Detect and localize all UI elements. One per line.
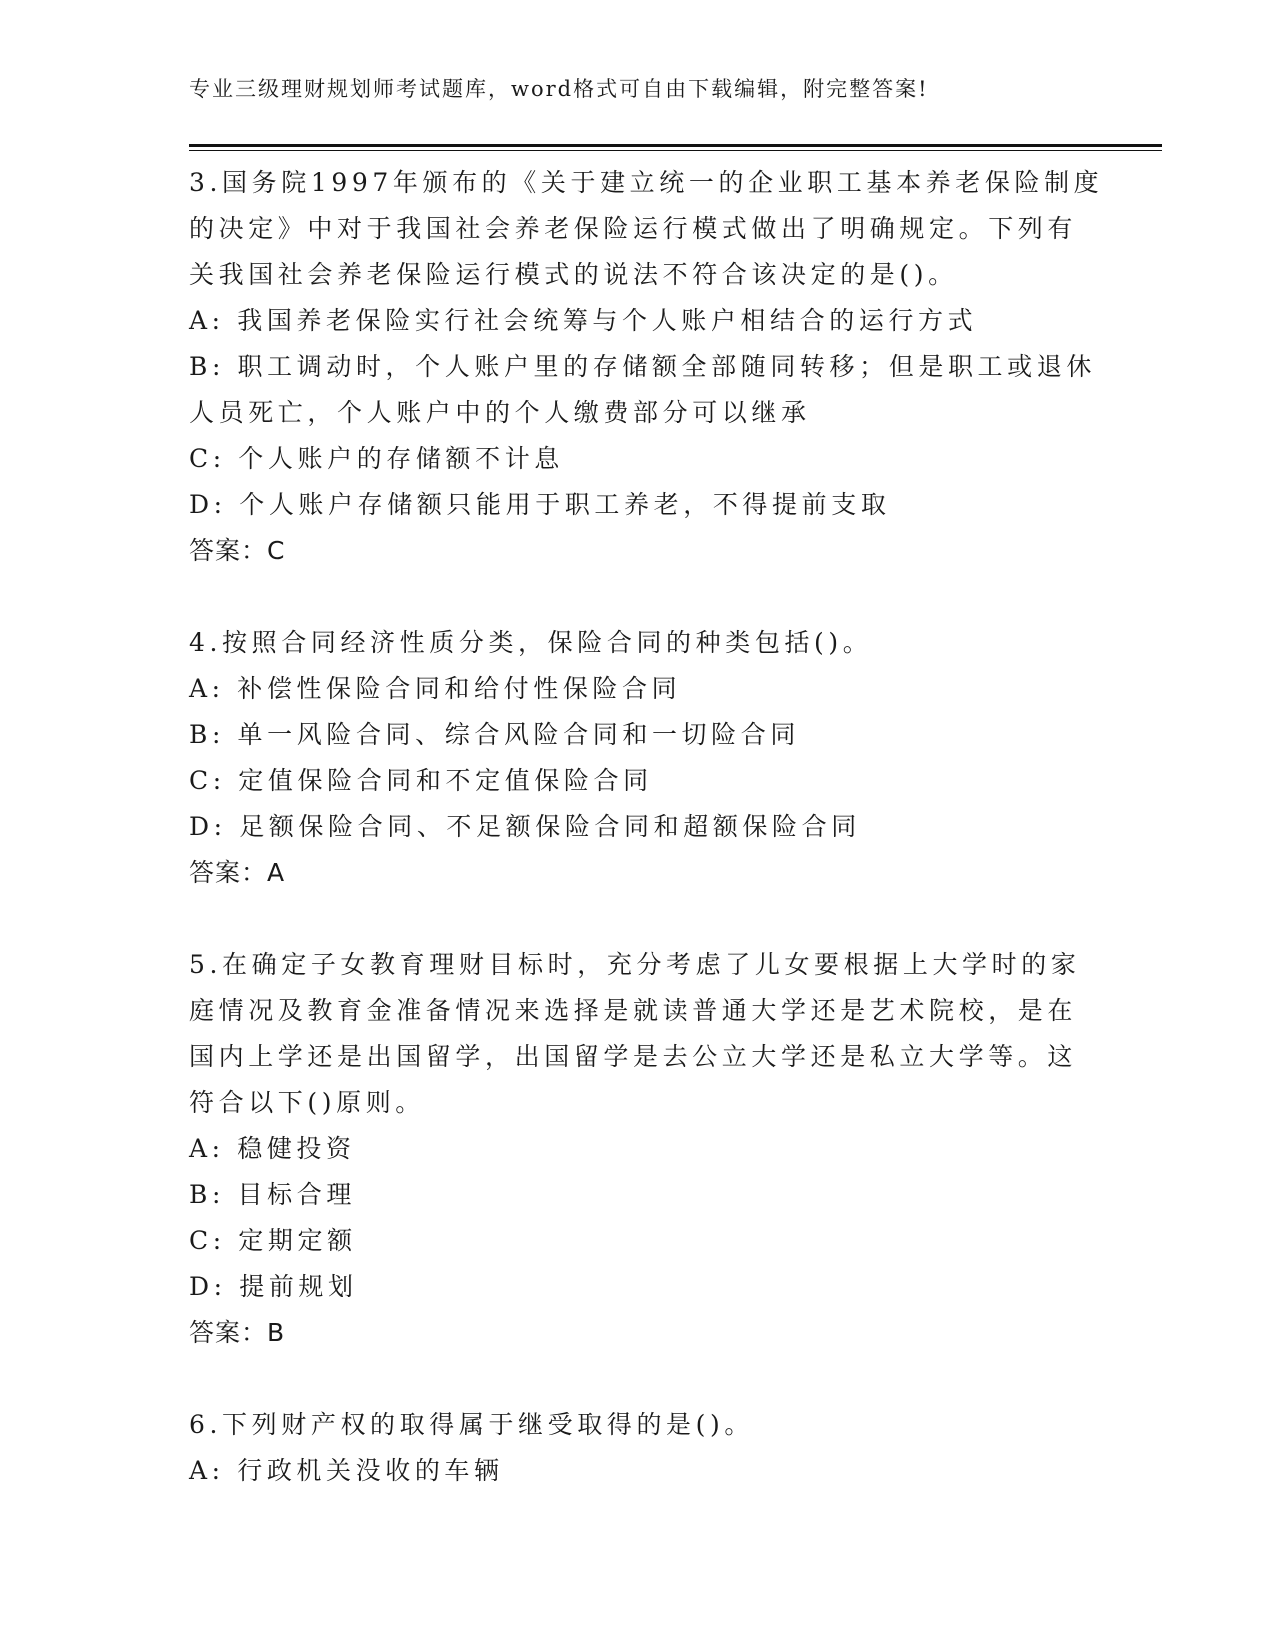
answer-line: 答案：A <box>189 858 286 887</box>
question-stem-line: 国内上学还是出国留学，出国留学是去公立大学还是私立大学等。这 <box>189 1042 1078 1071</box>
option-c: C: 定值保险合同和不定值保险合同 <box>189 766 653 795</box>
question-stem-line: 3.国务院1997年颁布的《关于建立统一的企业职工基本养老保险制度 <box>189 168 1104 197</box>
option-d: D: 提前规划 <box>189 1272 358 1301</box>
option-d: D: 个人账户存储额只能用于职工养老，不得提前支取 <box>189 490 891 519</box>
answer-line: 答案：B <box>189 1318 286 1347</box>
option-a: A: 稳健投资 <box>189 1134 356 1163</box>
question-5 <box>189 942 1089 1356</box>
header-rule-thin <box>189 150 1162 151</box>
option-b: B: 单一风险合同、综合风险合同和一切险合同 <box>189 720 800 749</box>
question-stem-line: 符合以下()原则。 <box>189 1088 425 1117</box>
option-d: D: 足额保险合同、不足额保险合同和超额保险合同 <box>189 812 861 841</box>
option-c: C: 个人账户的存储额不计息 <box>189 444 564 473</box>
option-a: A: 行政机关没收的车辆 <box>189 1456 504 1485</box>
header-rule-thick <box>189 144 1162 147</box>
option-c: C: 定期定额 <box>189 1226 357 1255</box>
question-3 <box>189 160 1104 574</box>
question-6 <box>189 1402 1089 1494</box>
question-stem-line: 6.下列财产权的取得属于继受取得的是()。 <box>189 1410 754 1439</box>
option-a: A: 我国养老保险实行社会统筹与个人账户相结合的运行方式 <box>189 306 978 335</box>
question-stem-line: 庭情况及教育金准备情况来选择是就读普通大学还是艺术院校，是在 <box>189 996 1078 1025</box>
answer-line: 答案：C <box>189 536 286 565</box>
question-stem-line: 5.在确定子女教育理财目标时，充分考虑了儿女要根据上大学时的家 <box>189 950 1081 979</box>
option-a: A: 补偿性保险合同和给付性保险合同 <box>189 674 682 703</box>
question-stem-line: 4.按照合同经济性质分类，保险合同的种类包括()。 <box>189 628 873 657</box>
question-4 <box>189 620 1089 896</box>
option-b-continued: 人员死亡，个人账户中的个人缴费部分可以继承 <box>189 398 811 427</box>
option-b: B: 目标合理 <box>189 1180 356 1209</box>
question-stem-line: 的决定》中对于我国社会养老保险运行模式做出了明确规定。下列有 <box>189 214 1078 243</box>
option-b: B: 职工调动时，个人账户里的存储额全部随同转移；但是职工或退休 <box>189 352 1096 381</box>
document-header: 专业三级理财规划师考试题库，word格式可自由下载编辑，附完整答案! <box>189 77 929 101</box>
question-stem-line: 关我国社会养老保险运行模式的说法不符合该决定的是()。 <box>189 260 958 289</box>
question-list <box>189 160 1104 1540</box>
